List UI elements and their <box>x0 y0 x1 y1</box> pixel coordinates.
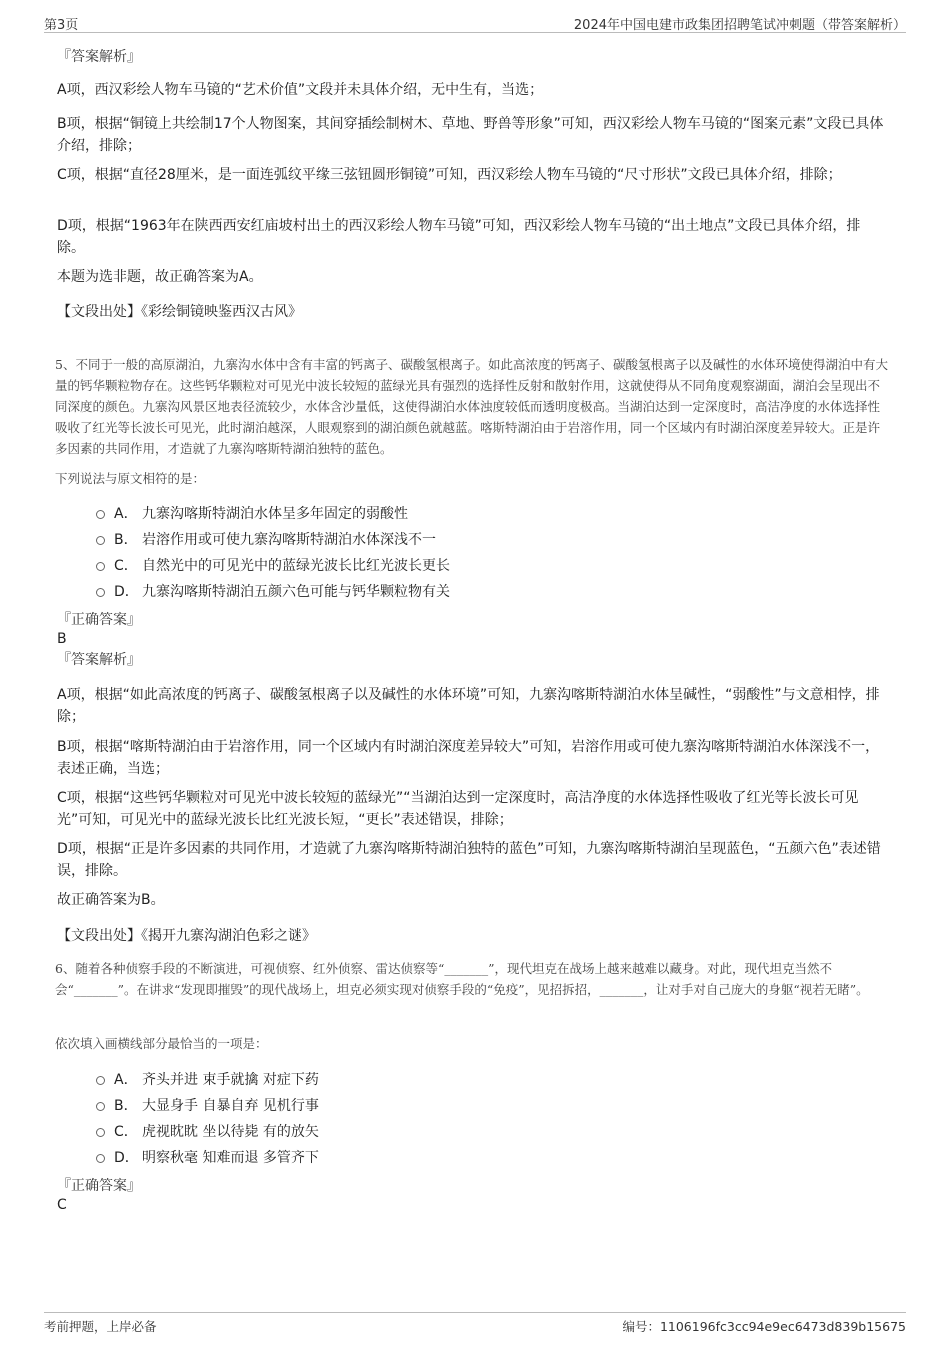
analysis-item-a: A项，西汉彩绘人物车马镜的“艺术价值”文段并未具体介绍，无中生有，当选； <box>57 82 544 98</box>
analysis-item-b: B项，根据“喀斯特湖泊由于岩溶作用，同一个区域内有时湖泊深度差异较大”可知，岩溶作用或可使九寨沟喀斯特湖泊水体深浅不一，表述正确，当选； <box>57 739 880 777</box>
radio-icon[interactable] <box>96 1076 105 1085</box>
correct-answer-label: 『正确答案』 <box>57 612 141 628</box>
question-prompt: 下列说法与原文相符的是： <box>55 471 206 486</box>
radio-icon[interactable] <box>96 588 105 597</box>
option-c[interactable] <box>96 555 450 577</box>
analysis-item-c: C项，根据“直径28厘米，是一面连弧纹平缘三弦钮圆形铜镜”可知，西汉彩绘人物车马镜的“尺寸形状”文段已具体介绍，排除； <box>57 167 842 183</box>
radio-icon[interactable] <box>96 1102 105 1111</box>
correct-answer: B <box>57 631 67 647</box>
analysis-conclusion: 本题为选非题，故正确答案为A。 <box>57 269 263 285</box>
analysis-item-d: D项，根据“正是许多因素的共同作用，才造就了九寨沟喀斯特湖泊独特的蓝色”可知，九寨沟喀斯特湖泊呈现蓝色，“五颜六色”表述错误，排除。 <box>57 841 881 879</box>
option-letter: C． <box>114 1124 138 1140</box>
radio-icon[interactable] <box>96 536 105 545</box>
footer-slogan: 考前押题，上岸必备 <box>44 1319 157 1334</box>
option-letter: B． <box>114 532 138 548</box>
source-citation: 【文段出处】《揭开九寨沟湖泊色彩之谜》 <box>57 928 316 944</box>
document-title: 2024年中国电建市政集团招聘笔试冲刺题（带答案解析） <box>573 18 906 33</box>
correct-answer-label: 『正确答案』 <box>57 1178 141 1194</box>
question-stem: 6、随着各种侦察手段的不断演进，可视侦察、红外侦察、雷达侦察等“_______”，现代坦克在战场上越来越难以藏身。对此，现代坦克当然不会“_______”。在讲求“发现即摧毁”的现代战场上，坦克必须实现对侦察手段的“免疫”，见招拆招，_______，让对手对自己庞大的身躯“视若无睹”。 <box>55 961 869 997</box>
option-text: 岩溶作用或可使九寨沟喀斯特湖泊水体深浅不一 <box>142 532 436 548</box>
radio-icon[interactable] <box>96 1128 105 1137</box>
option-letter: D． <box>114 584 139 600</box>
option-text: 明察秋毫 知难而退 多管齐下 <box>142 1150 319 1166</box>
source-citation: 【文段出处】《彩绘铜镜映鉴西汉古风》 <box>57 304 302 320</box>
page-footer <box>44 1312 906 1335</box>
option-letter: A． <box>114 506 138 522</box>
option-d[interactable] <box>96 581 450 603</box>
option-text: 齐头并进 束手就擒 对症下药 <box>142 1072 319 1088</box>
option-b[interactable] <box>96 1095 319 1117</box>
analysis-item-b: B项，根据“铜镜上共绘制17个人物图案，其间穿插绘制树木、草地、野兽等形象”可知，西汉彩绘人物车马镜的“图案元素”文段已具体介绍，排除； <box>57 116 884 154</box>
option-letter: D． <box>114 1150 139 1166</box>
option-letter: C． <box>114 558 138 574</box>
option-text: 九寨沟喀斯特湖泊五颜六色可能与钙华颗粒物有关 <box>142 584 450 600</box>
radio-icon[interactable] <box>96 562 105 571</box>
option-a[interactable] <box>96 1069 319 1091</box>
analysis-conclusion: 故正确答案为B。 <box>57 892 165 908</box>
option-c[interactable] <box>96 1121 319 1143</box>
analysis-item-c: C项，根据“这些钙华颗粒对可见光中波长较短的蓝绿光”“当湖泊达到一定深度时，高洁净度的水体选择性吸收了红光等长波长可见光”可知，可见光中的蓝绿光波长比红光波长短，“更长”表述错误，排除； <box>57 790 859 828</box>
option-text: 大显身手 自暴自弃 见机行事 <box>142 1098 319 1114</box>
option-d[interactable] <box>96 1147 319 1169</box>
analysis-item-a: A项，根据“如此高浓度的钙离子、碳酸氢根离子以及碱性的水体环境”可知，九寨沟喀斯特湖泊水体呈碱性，“弱酸性”与文意相悖，排除； <box>57 687 880 725</box>
option-text: 虎视眈眈 坐以待毙 有的放矢 <box>142 1124 319 1140</box>
option-a[interactable] <box>96 503 408 525</box>
correct-answer: C <box>57 1197 67 1213</box>
page-number: 第3页 <box>44 18 79 33</box>
analysis-label: 『答案解析』 <box>57 49 141 65</box>
question-prompt: 依次填入画横线部分最恰当的一项是： <box>55 1036 268 1051</box>
document-id: 编号：1106196fc3cc94e9ec6473d839b15675 <box>622 1319 906 1334</box>
option-letter: B． <box>114 1098 138 1114</box>
radio-icon[interactable] <box>96 510 105 519</box>
option-letter: A． <box>114 1072 138 1088</box>
question-stem: 5、不同于一般的高原湖泊，九寨沟水体中含有丰富的钙离子、碳酸氢根离子。如此高浓度的钙离子、碳酸氢根离子以及碱性的水体环境使得湖泊中有大量的钙华颗粒物存在。这些钙华颗粒对可见光中波长较短的蓝绿光具有强烈的选择性反射和散射作用，这就使得从不同角度观察湖面，湖泊会呈现出不同深度的颜色。九寨沟风景区地表径流较少，水体含沙量低，这使得湖泊水体浊度较低而透明度极高。当湖泊达到一定深度时，高洁净度的水体选择性吸收了红光等长波长可见光，此时湖泊越深，人眼观察到的湖泊颜色就越蓝。喀斯特湖泊由于岩溶作用，同一个区域内有时湖泊深度差异较大。正是许多因素的共同作用，才造就了九寨沟喀斯特湖泊独特的蓝色。 <box>55 357 888 456</box>
analysis-label: 『答案解析』 <box>57 652 141 668</box>
option-text: 九寨沟喀斯特湖泊水体呈多年固定的弱酸性 <box>142 506 408 522</box>
radio-icon[interactable] <box>96 1154 105 1163</box>
analysis-item-d: D项，根据“1963年在陕西西安红庙坡村出土的西汉彩绘人物车马镜”可知，西汉彩绘人物车马镜的“出土地点”文段已具体介绍，排除。 <box>57 218 861 256</box>
page-header <box>44 14 906 33</box>
option-text: 自然光中的可见光中的蓝绿光波长比红光波长更长 <box>142 558 450 574</box>
option-b[interactable] <box>96 529 436 551</box>
